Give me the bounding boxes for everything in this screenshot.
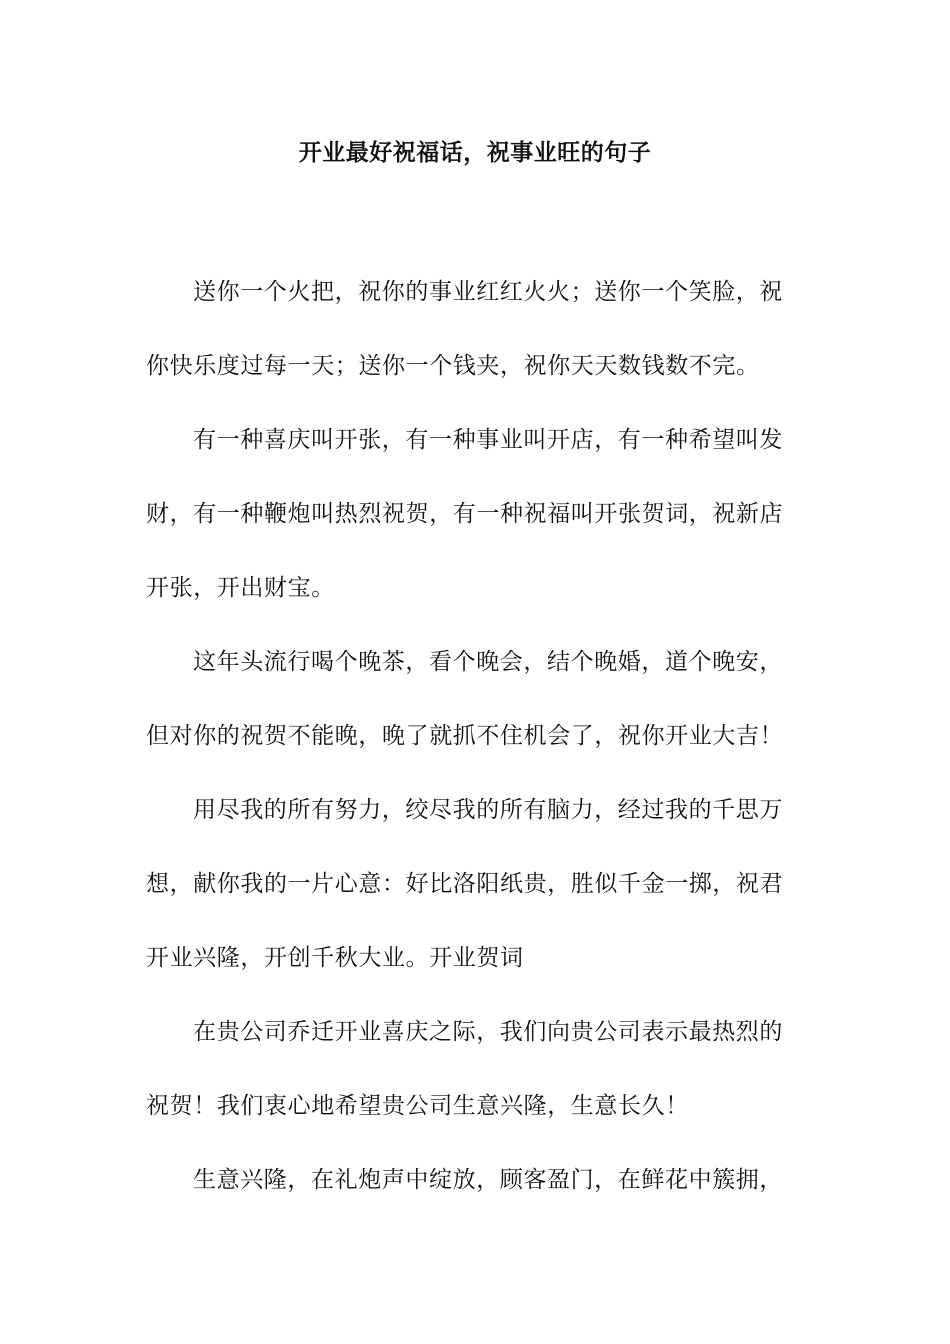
- paragraph-line: 这年头流行喝个晚茶，看个晚会，结个晚婚，道个晚安，: [193, 649, 783, 675]
- paragraph-line: 送你一个火把，祝你的事业红红火火；送你一个笑脸，祝: [193, 279, 783, 305]
- paragraph-line: 祝贺！我们衷心地希望贵公司生意兴隆，生意长久！: [146, 1093, 689, 1119]
- document-title: 开业最好祝福话，祝事业旺的句子: [298, 139, 652, 166]
- paragraph-line: 在贵公司乔迁开业喜庆之际，我们向贵公司表示最热烈的: [193, 1019, 783, 1045]
- paragraph-line: 开张，开出财宝。: [146, 575, 335, 601]
- paragraph-line: 想，献你我的一片心意：好比洛阳纸贵，胜似千金一掷，祝君: [146, 871, 784, 897]
- paragraph-line: 你快乐度过每一天；送你一个钱夹，祝你天天数钱数不完。: [146, 353, 760, 379]
- paragraph-line: 生意兴隆，在礼炮声中绽放，顾客盈门，在鲜花中簇拥，: [193, 1167, 783, 1193]
- paragraph-line: 但对你的祝贺不能晚，晚了就抓不住机会了，祝你开业大吉！: [146, 723, 784, 749]
- paragraph-line: 有一种喜庆叫开张，有一种事业叫开店，有一种希望叫发: [193, 427, 783, 453]
- paragraph-line: 开业兴隆，开创千秋大业。开业贺词: [146, 945, 524, 971]
- document-body: [146, 255, 806, 1217]
- paragraph-line: 用尽我的所有努力，绞尽我的所有脑力，经过我的千思万: [193, 797, 783, 823]
- paragraph-line: 财，有一种鞭炮叫热烈祝贺，有一种祝福叫开张贺词，祝新店: [146, 501, 784, 527]
